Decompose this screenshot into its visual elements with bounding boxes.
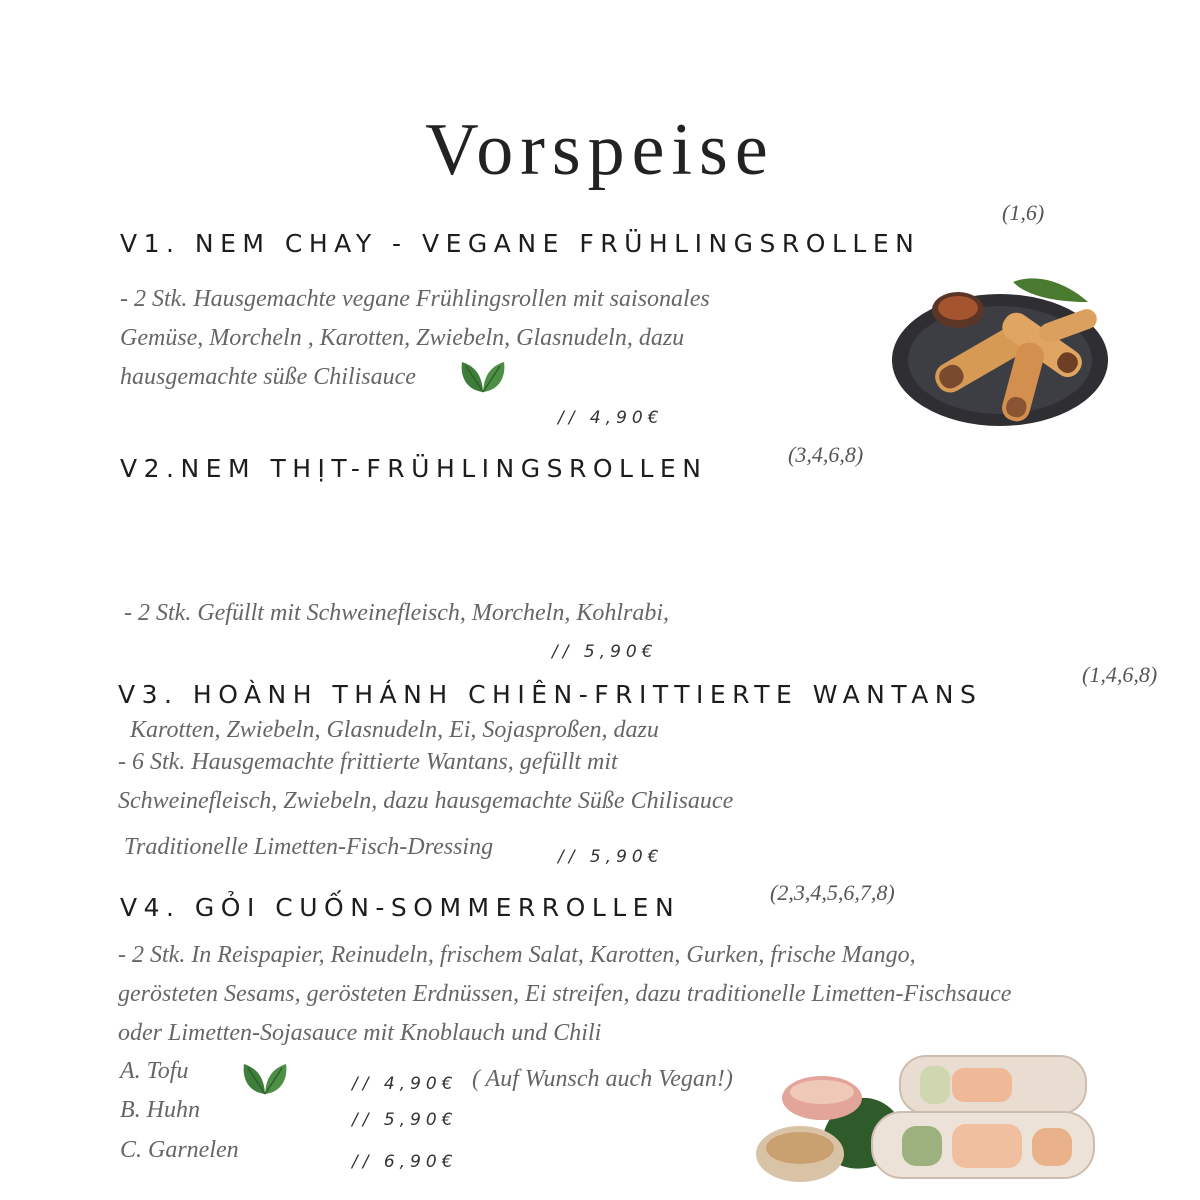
item-description: - 2 Stk. In Reispapier, Reinudeln, frischem Salat, Karotten, Gurken, frische Mango, gerösteten Sesams, gerösteten Erdnüssen, Ei streifen, dazu traditionelle Limetten-Fischsauce oder Limetten-Sojasauce mit Knoblauch und Chili — [118, 942, 1012, 1046]
allergen-codes: (3,4,6,8) — [788, 442, 864, 467]
item-heading: V3. HOÀNH THÁNH CHIÊN-FRITTIERTE WANTANS — [118, 680, 983, 709]
item-price: // 4,90€ — [558, 408, 664, 428]
page-title: Vorspeise — [425, 109, 775, 191]
item-price: // 5,90€ — [558, 847, 664, 867]
vegan-leaf-icon — [240, 1058, 290, 1098]
vegan-leaf-icon — [458, 356, 508, 396]
item-description: - 6 Stk. Hausgemachte frittierte Wantans, gefüllt mit Schweinefleisch, Zwiebeln, dazu hausgemachte Süße Chilisauce — [118, 749, 734, 814]
allergen-codes: (2,3,4,5,6,7,8) — [770, 880, 895, 905]
variant-label: C. Garnelen — [120, 1137, 239, 1163]
item-description: - 2 Stk. Hausgemachte vegane Frühlingsrollen mit saisonales Gemüse, Morcheln , Karotten, Zwiebeln, Glasnudeln, dazu hausgemachte süße Chilisauce — [120, 286, 710, 390]
item-description: - 2 Stk. Gefüllt mit Schweinefleisch, Morcheln, Kohlrabi, Karotten, Zwiebeln, Glasnudeln, Ei, Sojasproßen, dazu Traditionelle Limetten-Fisch-Dressing — [124, 600, 670, 860]
item-heading: V4. GỎI CUỐN-SOMMERROLLEN — [120, 893, 681, 922]
allergen-codes: (1,6) — [1002, 200, 1045, 225]
item-price: // 5,90€ — [552, 642, 658, 662]
variant-price: // 5,90€ — [352, 1110, 458, 1130]
variant-label: B. Huhn — [120, 1097, 200, 1123]
variant-price: // 6,90€ — [352, 1152, 458, 1172]
allergen-codes: (1,4,6,8) — [1082, 662, 1158, 687]
variant-price: // 4,90€ — [352, 1074, 458, 1094]
summer-rolls-photo — [752, 1046, 1096, 1190]
item-heading: V2.NEM THỊT-FRÜHLINGSROLLEN — [120, 454, 708, 483]
variant-label: A. Tofu — [120, 1058, 189, 1084]
vegan-note: ( Auf Wunsch auch Vegan!) — [472, 1066, 733, 1092]
item-heading: V1. NEM CHAY - VEGANE FRÜHLINGSROLLEN — [120, 229, 921, 258]
spring-rolls-photo — [888, 262, 1118, 437]
